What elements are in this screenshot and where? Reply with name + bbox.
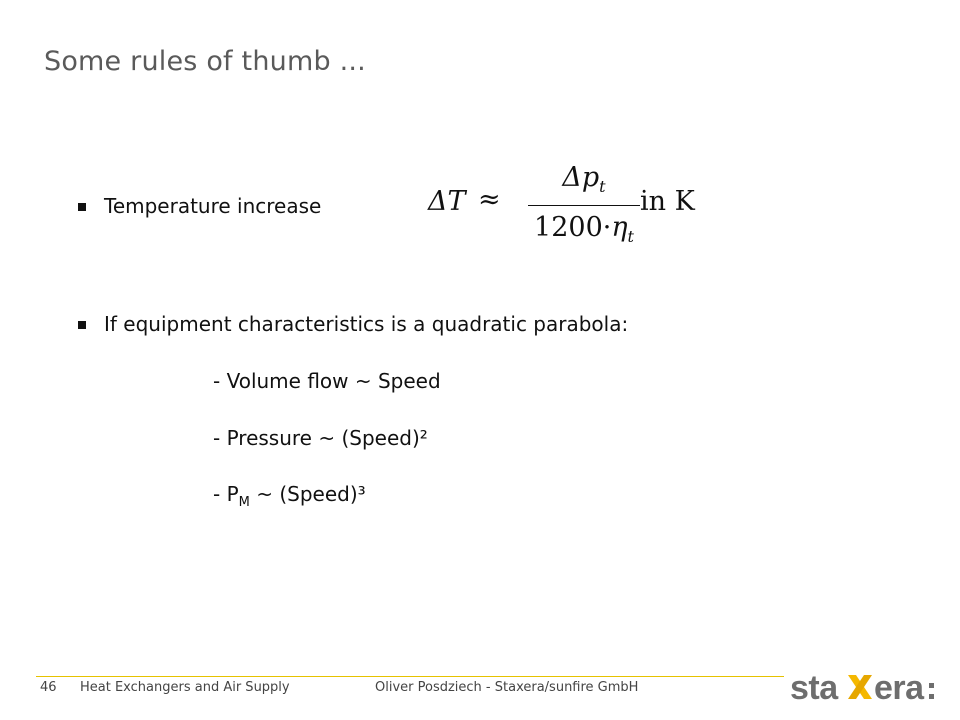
bullet-quadratic-parabola — [78, 312, 628, 336]
formula-denominator: $1200\cdot\eta_t$ — [534, 212, 634, 246]
bullet-text: Temperature increase — [104, 194, 322, 218]
formula-approx: ≈ — [478, 184, 501, 215]
formula-fraction — [528, 160, 640, 252]
svg-text:sta: sta — [790, 669, 838, 707]
formula-lhs: ΔT — [428, 186, 466, 217]
fraction-bar — [528, 205, 640, 206]
sub-line-pressure: - Pressure ~ (Speed)² — [213, 426, 428, 450]
square-bullet-icon — [78, 203, 86, 211]
temperature-formula — [428, 160, 708, 252]
footer-divider — [36, 676, 784, 677]
staxera-logo — [788, 666, 938, 710]
bullet-text: If equipment characteristics is a quadratic parabola: — [104, 312, 629, 336]
svg-text:era: era — [874, 669, 924, 707]
footer-section: Heat Exchangers and Air Supply — [80, 680, 290, 695]
sub-line-power: - $P_M$ ~ (Speed)³ — [213, 482, 366, 510]
formula-numerator: $\Delta p_t$ — [562, 162, 606, 196]
bullet-temperature-increase — [78, 194, 321, 218]
formula-unit: in K — [640, 186, 695, 217]
slide-title: Some rules of thumb ... — [44, 46, 366, 77]
sub-line-volume-flow: - Volume flow ~ Speed — [213, 369, 441, 393]
square-bullet-icon — [78, 321, 86, 329]
page-number: 46 — [40, 680, 57, 695]
footer-author: Oliver Posdziech - Staxera/sunfire GmbH — [375, 680, 639, 695]
